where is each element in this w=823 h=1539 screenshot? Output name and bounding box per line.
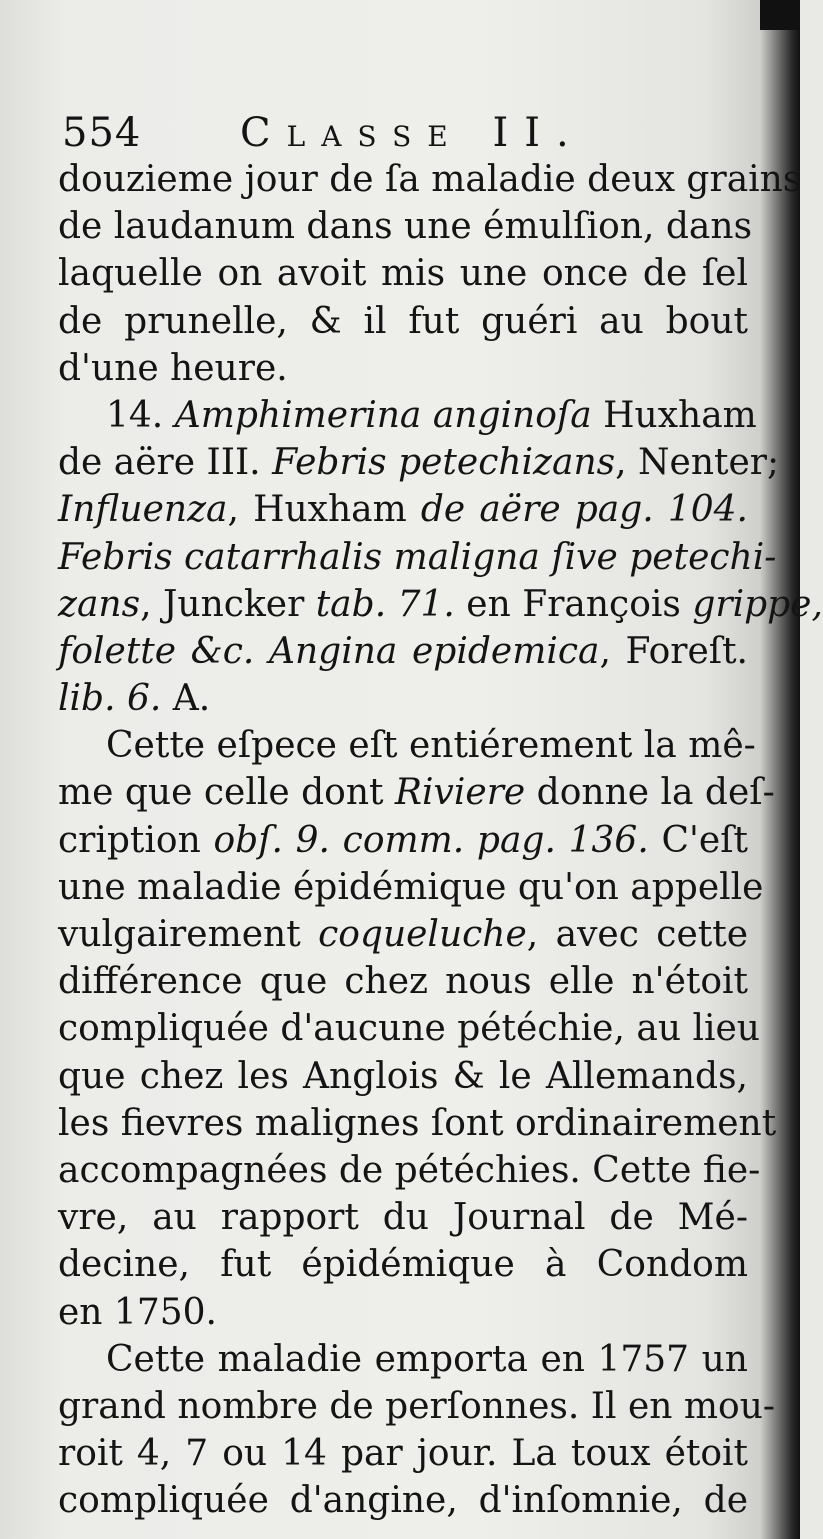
text-line xyxy=(58,675,748,722)
text-run: vre, au rapport du Journal de Mé- xyxy=(58,1197,748,1239)
text-line xyxy=(58,581,823,628)
text-run: decine, fut épidémique à Condom xyxy=(58,1244,748,1286)
text-run: en 1750. xyxy=(58,1291,217,1333)
text-run: Cette eſpece eſt entiérement la mê- xyxy=(106,725,756,767)
text-run: C'eſt xyxy=(648,819,749,861)
text-run: de aëre III. xyxy=(58,442,273,484)
text-run: que chez les Anglois & le Allemands, xyxy=(58,1055,748,1097)
text-line xyxy=(58,250,748,297)
text-line xyxy=(58,1194,748,1241)
italic-run: grippe, xyxy=(692,583,823,625)
italic-run: Febris petechizans xyxy=(272,442,616,484)
text-run: , avec cette xyxy=(526,914,748,955)
italic-run: Influenza xyxy=(58,489,228,531)
text-run: une maladie épidémique qu'on appelle xyxy=(58,866,764,908)
italic-run: tab. 71. xyxy=(315,583,455,625)
text-line xyxy=(58,1241,748,1288)
text-line xyxy=(58,1430,748,1477)
text-run: Huxham xyxy=(591,394,757,436)
italic-run: de aëre pag. 104. xyxy=(420,489,748,531)
text-run: de laudanum dans une émulſion, dans xyxy=(58,206,753,248)
text-run: les fievres malignes ſont ordinairement xyxy=(58,1102,777,1144)
text-line xyxy=(58,864,764,911)
italic-run: obſ. 9. comm. pag. 136. xyxy=(213,819,649,861)
text-line xyxy=(58,486,748,533)
text-run: Cette maladie emporta en 1757 un xyxy=(106,1338,748,1380)
text-line xyxy=(58,203,753,250)
text-run: d'une heure. xyxy=(58,347,288,389)
text-line xyxy=(58,345,748,392)
text-line xyxy=(58,1477,748,1524)
text-run: en François xyxy=(454,583,693,625)
text-run: vulgairement xyxy=(58,914,319,955)
text-run: de prunelle, & il fut guéri au bout xyxy=(58,300,748,342)
italic-run: Amphimerina anginoſa xyxy=(174,394,592,436)
text-run: , Foreſt. xyxy=(599,630,748,672)
text-line xyxy=(58,298,748,345)
text-line xyxy=(58,817,748,864)
text-run: compliquée d'aucune pétéchie, au lieu xyxy=(58,1008,760,1050)
italic-run: zans xyxy=(58,583,141,625)
text-run: roit 4, 7 ou 14 par jour. La toux étoit xyxy=(58,1433,748,1475)
text-run: , Huxham xyxy=(227,489,421,531)
text-run: laquelle on avoit mis une once de ſel xyxy=(58,253,748,295)
text-line xyxy=(58,628,748,675)
text-line xyxy=(58,722,756,769)
italic-run: folette &c. Angina epidemica xyxy=(58,630,600,672)
text-run: différence que chez nous elle n'étoit xyxy=(58,961,748,1003)
italic-run: coqueluche xyxy=(318,914,527,955)
text-run: , Nenter; xyxy=(615,442,780,484)
page-number: 554 xyxy=(62,110,142,156)
text-line xyxy=(58,156,802,203)
text-line xyxy=(58,1289,748,1336)
text-line xyxy=(58,1100,777,1147)
text-run: compliquée d'angine, d'inſomnie, de xyxy=(58,1480,748,1522)
class-title: Classe II. xyxy=(240,110,585,156)
text-run: grand nombre de perſonnes. Il en mou- xyxy=(58,1385,776,1427)
text-run: 14. xyxy=(106,394,175,436)
text-line xyxy=(58,1147,761,1194)
text-line xyxy=(58,439,780,486)
text-run: me que celle dont xyxy=(58,772,395,814)
body-text xyxy=(58,156,823,1524)
text-run: douzieme jour de ſa maladie deux grains xyxy=(58,159,802,200)
text-line xyxy=(58,911,748,958)
text-line xyxy=(58,1053,748,1100)
text-run: accompagnées de pétéchies. Cette fie- xyxy=(58,1149,761,1191)
text-line xyxy=(58,1383,776,1430)
running-head xyxy=(62,108,762,158)
text-run: donne la deſ- xyxy=(525,772,775,814)
text-line xyxy=(58,958,748,1005)
italic-run: lib. 6. xyxy=(58,678,162,720)
text-line xyxy=(58,1005,760,1052)
text-line xyxy=(58,534,777,581)
page-edge-shadow xyxy=(760,0,800,30)
text-run: , Juncker xyxy=(140,583,316,625)
text-run: A. xyxy=(161,678,211,720)
text-line xyxy=(58,392,757,439)
text-line xyxy=(58,1336,748,1383)
text-run: cription xyxy=(58,819,214,861)
text-line xyxy=(58,769,775,816)
italic-run: Riviere xyxy=(394,772,526,814)
italic-run: Febris catarrhalis maligna ſive petechi- xyxy=(58,536,777,578)
